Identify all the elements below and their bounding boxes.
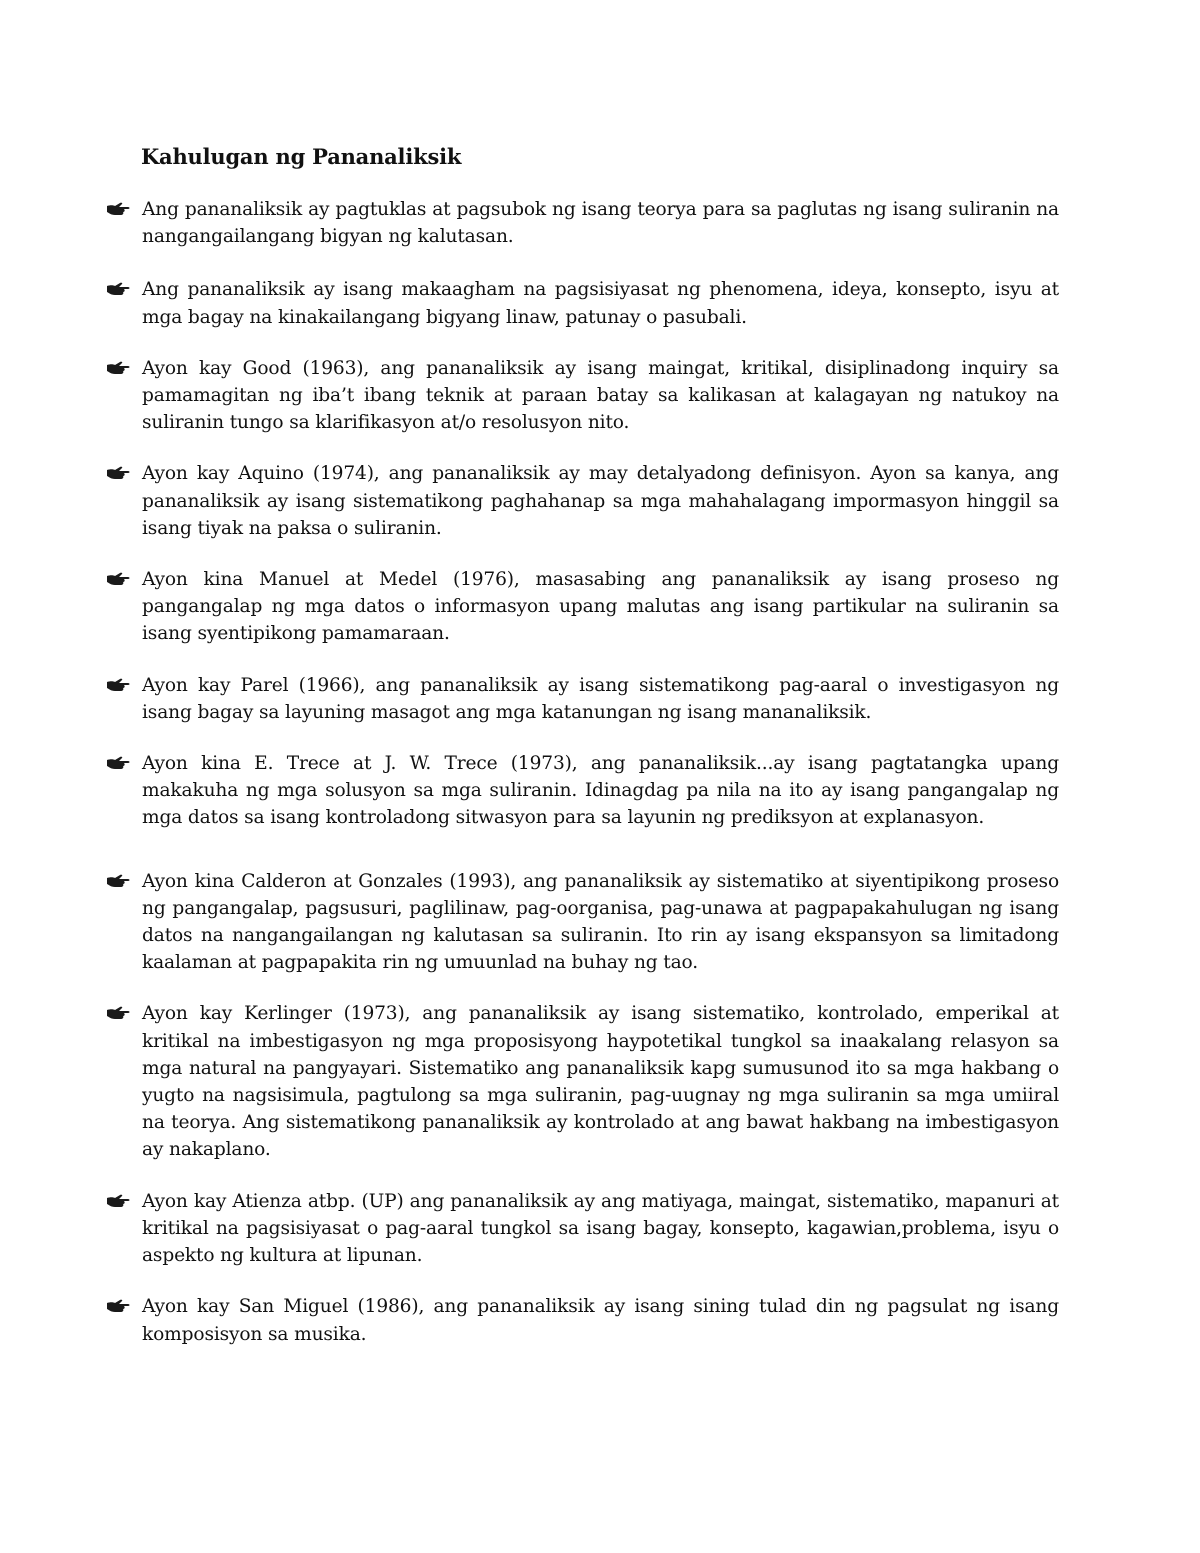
- pointing-hand-icon: [106, 754, 132, 772]
- list-item: [104, 672, 1059, 726]
- list-item: [104, 355, 1059, 437]
- document-title: Kahulugan ng Pananaliksik: [141, 144, 462, 169]
- list-item-text: Ayon kay Parel (1966), ang pananaliksik ay isang sistematikong pag-aaral o investigasyon ng isang bagay sa layuning masagot ang mga katanungan ng isang mananaliksik.: [142, 674, 1059, 723]
- list-item: [104, 566, 1059, 648]
- list-item-text: Ayon kay San Miguel (1986), ang pananaliksik ay isang sining tulad din ng pagsulat ng isang komposisyon sa musika.: [142, 1296, 1059, 1345]
- list-item: [104, 1188, 1059, 1270]
- pointing-hand-icon: [106, 872, 132, 890]
- list-item-text: Ayon kina E. Trece at J. W. Trece (1973), ang pananaliksik...ay isang pagtatangka upang makakuha ng mga solusyon sa mga suliranin. Idinagdag pa nila na ito ay isang pangangalap ng mga datos sa isang kontroladong sitwasyon para sa layunin ng prediksyon at explanasyon.: [142, 753, 1059, 829]
- pointing-hand-icon: [106, 359, 132, 377]
- list-item-text: Ayon kay Atienza atbp. (UP) ang pananaliksik ay ang matiyaga, maingat, sistematiko, mapanuri at kritikal na pagsisiyasat o pag-aaral tungkol sa isang bagay, konsepto, kagawian,problema, isyu o aspekto ng kultura at lipunan.: [142, 1190, 1059, 1267]
- list-item-text: Ayon kay Good (1963), ang pananaliksik ay isang maingat, kritikal, disiplinadong inquiry sa pamamagitan ng iba’t ibang teknik at paraan batay sa kalikasan at kalagayan ng natukoy na suliranin tungo sa klarifikasyon at/o resolusyon nito.: [142, 357, 1059, 434]
- pointing-hand-icon: [106, 1297, 132, 1315]
- list-item-text: Ang pananaliksik ay isang makaagham na pagsisiyasat ng phenomena, ideya, konsepto, isyu at mga bagay na kinakailangang bigyang linaw, patunay o pasubali.: [142, 279, 1059, 328]
- pointing-hand-icon: [106, 1004, 132, 1022]
- definition-list: [104, 196, 1059, 1348]
- list-item: [104, 1000, 1059, 1163]
- list-item: [104, 1293, 1059, 1347]
- pointing-hand-icon: [106, 280, 132, 298]
- pointing-hand-icon: [106, 464, 132, 482]
- pointing-hand-icon: [106, 676, 132, 694]
- list-item-text: Ayon kay Aquino (1974), ang pananaliksik ay may detalyadong definisyon. Ayon sa kanya, ang pananaliksik ay isang sistematikong paghahanap sa mga mahahalagang impormasyon hinggil sa isang tiyak na paksa o suliranin.: [142, 463, 1059, 539]
- list-item: [104, 276, 1059, 330]
- pointing-hand-icon: [106, 1192, 132, 1210]
- list-item-text: Ayon kina Manuel at Medel (1976), masasabing ang pananaliksik ay isang proseso ng pangangalap ng mga datos o informasyon upang malutas ang isang partikular na suliranin sa isang syentipikong pamamaraan.: [142, 569, 1059, 645]
- list-item-text: Ayon kina Calderon at Gonzales (1993), ang pananaliksik ay sistematiko at siyentipikong proseso ng pangangalap, pagsusuri, paglilinaw, pag-oorganisa, pag-unawa at pagpapakahulugan ng isang datos na nangangailangan ng kalutasan sa suliranin. Ito rin ay isang ekspansyon sa limitadong kaalaman at pagpapakita rin ng umuunlad na buhay ng tao.: [142, 870, 1059, 974]
- list-item: [104, 868, 1059, 977]
- pointing-hand-icon: [106, 570, 132, 588]
- list-item-text: Ang pananaliksik ay pagtuklas at pagsubok ng isang teorya para sa paglutas ng isang suliranin na nangangailangang bigyan ng kalutasan.: [142, 199, 1059, 248]
- list-item-text: Ayon kay Kerlinger (1973), ang pananaliksik ay isang sistematiko, kontrolado, emperikal at kritikal na imbestigasyon ng mga proposisyong haypotetikal tungkol sa inaakalang relasyon sa mga natural na pangyayari. Sistematiko ang pananaliksik kapg sumusunod ito sa mga hakbang o yugto na nagsisimula, pagtulong sa mga suliranin, pag-uugnay ng mga suliranin sa mga umiiral na teorya. Ang sistematikong pananaliksik ay kontrolado at ang bawat hakbang na imbestigasyon ay nakaplano.: [142, 1003, 1059, 1161]
- list-item: [104, 460, 1059, 542]
- list-item: [104, 750, 1059, 832]
- pointing-hand-icon: [106, 200, 132, 218]
- list-item: [104, 196, 1059, 250]
